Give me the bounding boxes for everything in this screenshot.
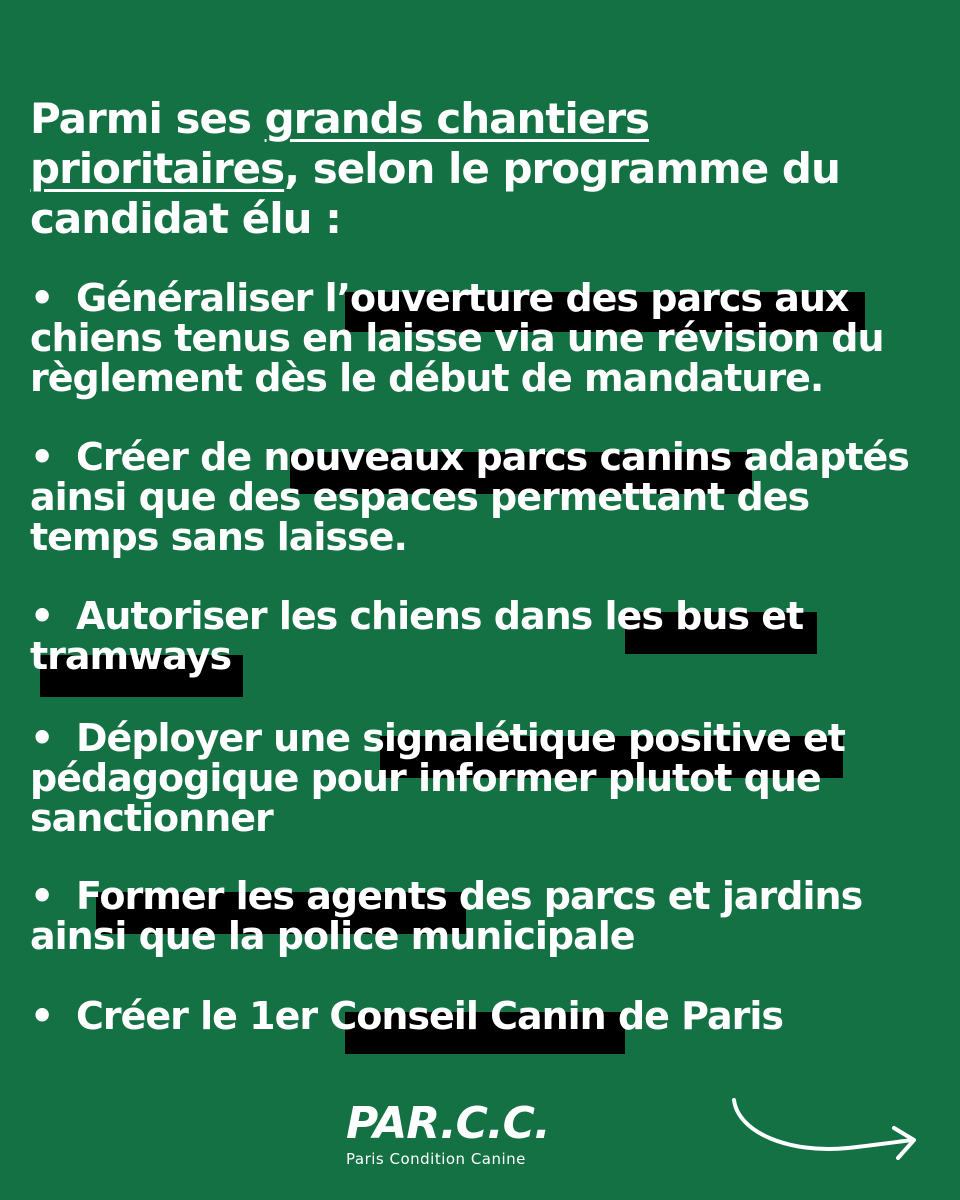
brand-logo (346, 1100, 596, 1168)
logo-title: PAR.C.C. (346, 1098, 550, 1149)
bullet-icon: • (30, 276, 54, 320)
intro-text: , selon le programme du candidat élu : (30, 144, 840, 243)
bullet-icon: • (30, 874, 54, 918)
intro-underlined-text: grands chantiers (264, 94, 650, 143)
arrow-right-icon[interactable] (728, 1092, 924, 1178)
bullet-icon: • (30, 435, 54, 479)
bullet-icon: • (30, 716, 54, 760)
list-item-text: Autoriser les chiens dans les bus et tramways (30, 594, 804, 678)
list-item-text: Déployer une signalétique positive et pédagogique pour informer plutot que sanctionner (30, 716, 845, 840)
list-item (30, 996, 940, 1036)
list-item-text: Généraliser l’ouverture des parcs aux chiens tenus en laisse via une révision du règlement dès le début de mandature. (30, 276, 884, 400)
list-item (30, 278, 940, 398)
list-item-text: Créer de nouveaux parcs canins adaptés ainsi que des espaces permettant des temps sans laisse. (30, 435, 909, 559)
list-item (30, 718, 940, 838)
logo-subtitle: Paris Condition Canine (346, 1150, 526, 1168)
list-item (30, 596, 940, 676)
list-item (30, 876, 940, 956)
intro-underlined-text: prioritaires (30, 144, 285, 193)
list-item-text: Créer le 1er Conseil Canin de Paris (76, 994, 784, 1038)
bullet-icon: • (30, 594, 54, 638)
intro-heading (30, 94, 930, 244)
intro-text: Parmi ses (30, 94, 265, 143)
list-item (30, 437, 940, 557)
list-item-text: Former les agents des parcs et jardins ainsi que la police municipale (30, 874, 863, 958)
bullet-icon: • (30, 994, 54, 1038)
